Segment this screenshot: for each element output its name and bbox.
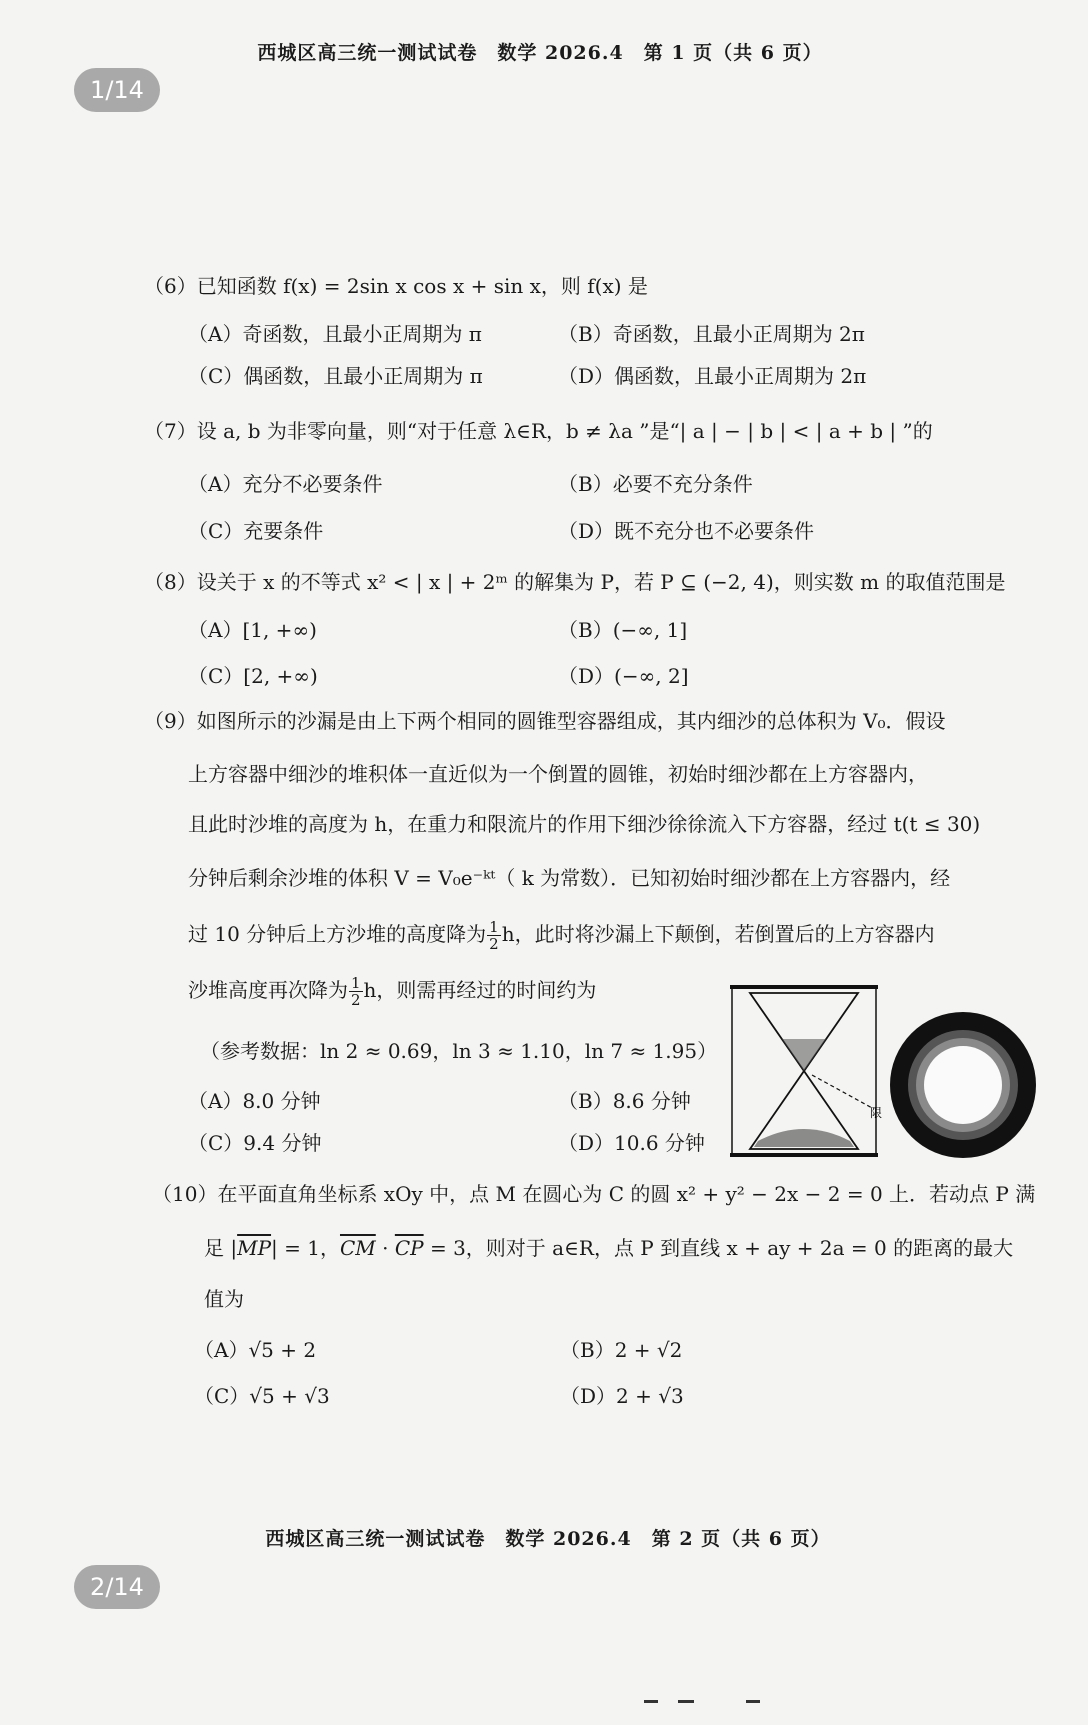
- page-header-2: 西城区高三统一测试试卷 数学 2026.4 第 2 页（共 6 页）: [265, 1528, 831, 1550]
- question-10-line-2: [204, 1232, 1013, 1261]
- vector-cp: $\overline{CP}$: [394, 1236, 424, 1260]
- flow-restrictor-pointer: [812, 1075, 874, 1109]
- camera-outer-ring: [908, 1030, 1018, 1140]
- q10-option-b[interactable]: （B）2 + √2: [560, 1338, 683, 1362]
- q9-option-a[interactable]: （A）8.0 分钟: [188, 1089, 321, 1113]
- q8-option-a[interactable]: （A）[1, +∞): [188, 618, 317, 642]
- vector-mp: $\overline{MP}$: [237, 1236, 272, 1260]
- upper-sand: [782, 1039, 826, 1071]
- q9-line5-text-post: h，此时将沙漏上下颠倒，若倒置后的上方容器内: [501, 922, 935, 946]
- next-page-fragment-1: [644, 1700, 658, 1703]
- camera-inner-ring: [916, 1038, 1010, 1132]
- question-8-stem: （8）设关于 x 的不等式 x² < | x | + 2ᵐ 的解集为 P，若 P ⊆ (−2, 4)，则实数 m 的取值范围是: [144, 570, 1006, 594]
- q10-option-d[interactable]: （D）2 + √3: [560, 1384, 684, 1408]
- camera-lens-icon: [924, 1046, 1002, 1124]
- question-9-line-4: 分钟后剩余沙堆的体积 V = V₀e⁻ᵏᵗ（ k 为常数）．已知初始时细沙都在上方容器内，经: [188, 866, 951, 890]
- q6-option-b[interactable]: （B）奇函数，且最小正周期为 2π: [558, 322, 865, 346]
- q6-option-c[interactable]: （C）偶函数，且最小正周期为 π: [188, 364, 483, 388]
- q7-option-d[interactable]: （D）既不充分也不必要条件: [558, 519, 815, 543]
- flow-restrictor-label: 限: [870, 1106, 883, 1120]
- q8-option-d[interactable]: （D）(−∞, 2]: [558, 664, 689, 688]
- question-6-stem: （6）已知函数 f(x) = 2sin x cos x + sin x，则 f(x) 是: [144, 274, 648, 298]
- hourglass-figure: [728, 985, 883, 1157]
- question-10-line-1: （10）在平面直角坐标系 xOy 中，点 M 在圆心为 C 的圆 x² + y² − 2x − 2 = 0 上．若动点 P 满: [152, 1182, 1036, 1206]
- question-10-line-3: 值为: [204, 1287, 244, 1311]
- fraction-denominator: 2: [489, 935, 499, 953]
- lower-sand: [754, 1129, 854, 1147]
- q7-option-a[interactable]: （A）充分不必要条件: [188, 472, 383, 496]
- camera-lens-overlay: [890, 1012, 1036, 1158]
- question-9-line-6: [188, 974, 596, 1008]
- fraction-half-2: [349, 975, 363, 1008]
- question-9-line-1: （9）如图所示的沙漏是由上下两个相同的圆锥型容器组成，其内细沙的总体积为 V₀．假设: [144, 709, 946, 733]
- q10-line2-post: = 3，则对于 a∈R，点 P 到直线 x + ay + 2a = 0 的距离的最大: [423, 1236, 1014, 1260]
- q10-dot: ·: [375, 1236, 395, 1260]
- q9-line6-text-pre: 沙堆高度再次降为: [188, 978, 348, 1002]
- question-9-reference: （参考数据：ln 2 ≈ 0.69，ln 3 ≈ 1.10，ln 7 ≈ 1.95）: [200, 1039, 718, 1063]
- q10-option-a[interactable]: （A）√5 + 2: [194, 1338, 317, 1362]
- fraction-numerator: 1: [489, 918, 499, 936]
- page-indicator-top[interactable]: 1/14: [74, 68, 160, 112]
- fraction-half: [487, 919, 501, 952]
- q9-line5-text-pre: 过 10 分钟后上方沙堆的高度降为: [188, 922, 487, 946]
- vector-cm: $\overline{CM}$: [339, 1236, 376, 1260]
- q6-option-a[interactable]: （A）奇函数，且最小正周期为 π: [188, 322, 482, 346]
- page-header-1: 西城区高三统一测试试卷 数学 2026.4 第 1 页（共 6 页）: [257, 42, 823, 64]
- fraction-numerator-2: 1: [351, 974, 361, 992]
- fraction-denominator-2: 2: [351, 991, 361, 1009]
- next-page-fragment-3: [746, 1700, 760, 1703]
- q6-option-d[interactable]: （D）偶函数，且最小正周期为 2π: [558, 364, 867, 388]
- q7-option-b[interactable]: （B）必要不充分条件: [558, 472, 753, 496]
- q9-option-d[interactable]: （D）10.6 分钟: [558, 1131, 705, 1155]
- q7-option-c[interactable]: （C）充要条件: [188, 519, 324, 543]
- next-page-fragment-2: [678, 1700, 694, 1703]
- q9-option-c[interactable]: （C）9.4 分钟: [188, 1131, 322, 1155]
- page-indicator-bottom[interactable]: 2/14: [74, 1565, 160, 1609]
- question-9-line-2: 上方容器中细沙的堆积体一直近似为一个倒置的圆锥，初始时细沙都在上方容器内，: [188, 762, 928, 786]
- q9-line6-text-post: h，则需再经过的时间约为: [363, 978, 597, 1002]
- q8-option-b[interactable]: （B）(−∞, 1]: [558, 618, 688, 642]
- q9-option-b[interactable]: （B）8.6 分钟: [558, 1089, 691, 1113]
- question-9-line-5: [188, 918, 935, 952]
- q10-line2-mid: | = 1，: [271, 1236, 340, 1260]
- q10-option-c[interactable]: （C）√5 + √3: [194, 1384, 330, 1408]
- question-9-line-3: 且此时沙堆的高度为 h，在重力和限流片的作用下细沙徐徐流入下方容器，经过 t(t ≤ 30): [188, 812, 981, 836]
- q8-option-c[interactable]: （C）[2, +∞): [188, 664, 318, 688]
- question-7-stem: （7）设 a, b 为非零向量，则“对于任意 λ∈R，b ≠ λa ”是“| a | − | b | < | a + b | ”的: [144, 419, 933, 443]
- q10-line2-pre: 足 |: [204, 1236, 238, 1260]
